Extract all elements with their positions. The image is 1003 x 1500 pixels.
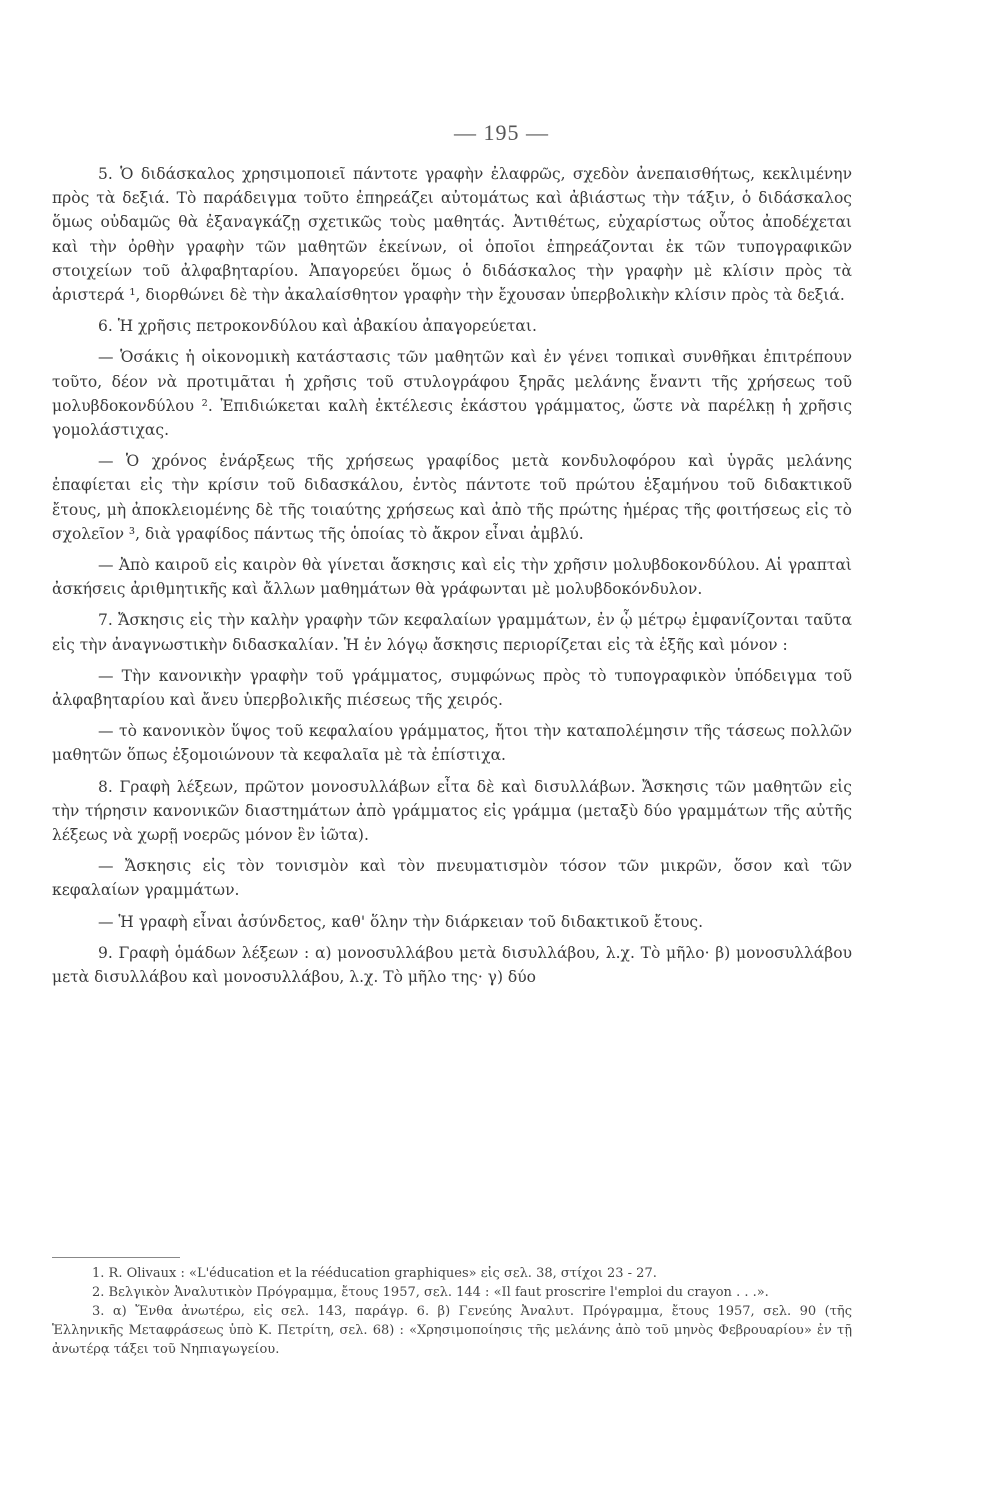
footnote-2: 2. Βελγικὸν Ἀναλυτικὸν Πρόγραμμα, ἔτους 1957, σελ. 144 : «Il faut proscrire l'emploi du crayon . . .». <box>92 1285 769 1300</box>
paragraph-8-dash-1: — Ἄσκησις εἰς τὸν τονισμὸν καὶ τὸν πνευματισμὸν τόσον τῶν μικρῶν, ὅσον καὶ τῶν κεφαλαίων γραμμάτων. <box>52 857 852 900</box>
page-number: — 195 — <box>454 120 549 145</box>
body-text <box>52 162 852 996</box>
paragraph-6-dash-2: — Ὁ χρόνος ἐνάρξεως τῆς χρήσεως γραφίδος μετὰ κονδυλοφόρου καὶ ὑγρᾶς μελάνης ἐπαφίεται εἰς τὴν κρίσιν τοῦ διδασκάλου, ἐντὸς πάντοτε τοῦ πρώτου ἑξαμήνου τοῦ διδακτικοῦ ἔτους, μὴ ἀποκλειομένης δὲ τῆς τοιαύτης χρήσεως καὶ ἀπὸ τῆς πρώτης ἡμέρας τῆς φοιτήσεως εἰς τὸ σχολεῖον ³, διὰ γραφίδος πάντως τῆς ὁποίας τὸ ἄκρον εἶναι ἀμβλύ. <box>52 452 852 543</box>
paragraph-6-dash-3: — Ἀπὸ καιροῦ εἰς καιρὸν θὰ γίνεται ἄσκησις καὶ εἰς τὴν χρῆσιν μολυβδοκονδύλου. Αἱ γραπταὶ ἀσκήσεις ἀριθμητικῆς καὶ ἄλλων μαθημάτων θὰ γράφωνται μὲ μολυβδοκόνδυλον. <box>52 556 852 599</box>
paragraph-8-dash-2: — Ἡ γραφὴ εἶναι ἀσύνδετος, καθ' ὅλην τὴν διάρκειαν τοῦ διδακτικοῦ ἔτους. <box>98 912 704 931</box>
footnotes <box>52 1264 852 1359</box>
paragraph-7: 7. Ἄσκησις εἰς τὴν καλὴν γραφὴν τῶν κεφαλαίων γραμμάτων, ἐν ᾧ μέτρῳ ἐμφανίζονται ταῦτα εἰς τὴν ἀναγνωστικὴν διδασκαλίαν. Ἡ ἐν λόγῳ ἄσκησις περιορίζεται εἰς τὰ ἑξῆς καὶ μόνον : <box>52 611 852 654</box>
paragraph-7-dash-2: — τὸ κανονικὸν ὕψος τοῦ κεφαλαίου γράμματος, ἤτοι τὴν καταπολέμησιν τῆς τάσεως πολλῶν μαθητῶν ὅπως ἐξομοιώνουν τὰ κεφαλαῖα μὲ τὰ ἐπίστιχα. <box>52 722 852 765</box>
paragraph-6-dash-1: — Ὁσάκις ἡ οἰκονομικὴ κατάστασις τῶν μαθητῶν καὶ ἐν γένει τοπικαὶ συνθῆκαι ἐπιτρέπουν τοῦτο, δέον νὰ προτιμᾶται ἡ χρῆσις τοῦ στυλογράφου ξηρᾶς μελάνης ἔναντι τῆς χρήσεως τοῦ μολυβδοκονδύλου ². Ἐπιδιώκεται καλὴ ἐκτέλεσις ἑκάστου γράμματος, ὥστε νὰ παρέλκῃ ἡ χρῆσις γομολάστιχας. <box>52 348 852 440</box>
footnote-3: 3. α) Ἔνθα ἀνωτέρω, εἰς σελ. 143, παράγρ. 6. β) Γενεύης Ἀναλυτ. Πρόγραμμα, ἔτους 1957, σελ. 90 (τῆς Ἑλληνικῆς Μεταφράσεως ὑπὸ Κ. Πετρίτη, σελ. 68) : «Χρησιμοποίησις τῆς μελάνης ἀπὸ τοῦ μηνὸς Φεβρουαρίου» ἐν τῇ ἀνωτέρᾳ τάξει τοῦ Νηπιαγωγείου. <box>52 1304 852 1357</box>
paragraph-8: 8. Γραφὴ λέξεων, πρῶτον μονοσυλλάβων εἶτα δὲ καὶ δισυλλάβων. Ἄσκησις τῶν μαθητῶν εἰς τὴν τήρησιν κανονικῶν διαστημάτων ἀπὸ γράμματος εἰς γράμμα (μεταξὺ δύο γραμμάτων τῆς αὐτῆς λέξεως νὰ χωρῇ νοερῶς μόνον ἓν ἰῶτα). <box>52 777 852 845</box>
footnote-1: 1. R. Olivaux : «L'éducation et la rééducation graphiques» εἰς σελ. 38, στίχοι 23 - 27. <box>92 1266 657 1281</box>
paragraph-5: 5. Ὁ διδάσκαλος χρησιμοποιεῖ πάντοτε γραφὴν ἐλαφρῶς, σχεδὸν ἀνεπαισθήτως, κεκλιμένην πρὸς τὰ δεξιά. Τὸ παράδειγμα τοῦτο ἐπηρεάζει αὐτομάτως καὶ ἀβιάστως τὴν τάξιν, ὁ διδάσκαλος ὅμως οὐδαμῶς θὰ ἐξαναγκάζῃ σχετικῶς τοὺς μαθητάς. Ἀντιθέτως, εὐχαρίστως οὗτος ἀποδέχεται καὶ τὴν ὀρθὴν γραφὴν τῶν μαθητῶν ἐκείνων, οἱ ὁποῖοι ἐπηρεάζονται ἐκ τῶν τυπογραφικῶν στοιχείων τοῦ ἀλφαβηταρίου. Ἀπαγορεύει ὅμως ὁ διδάσκαλος τὴν γραφὴν μὲ κλίσιν πρὸς τὰ ἀριστερά ¹, διορθώνει δὲ τὴν ἀκαλαίσθητον γραφὴν τὴν ἔχουσαν ὑπερβολικὴν κλίσιν πρὸς τὰ δεξιά. <box>52 165 852 305</box>
footnote-separator <box>52 1257 180 1258</box>
paragraph-9: 9. Γραφὴ ὁμάδων λέξεων : α) μονοσυλλάβου μετὰ δισυλλάβου, λ.χ. Τὸ μῆλο· β) μονοσυλλάβου μετὰ δισυλλάβου καὶ μονοσυλλάβου, λ.χ. Τὸ μῆλο της· γ) δύο <box>52 943 852 987</box>
paragraph-6: 6. Ἡ χρῆσις πετροκονδύλου καὶ ἀβακίου ἀπαγορεύεται. <box>98 317 537 336</box>
paragraph-7-dash-1: — Τὴν κανονικὴν γραφὴν τοῦ γράμματος, συμφώνως πρὸς τὸ τυπογραφικὸν ὑπόδειγμα τοῦ ἀλφαβηταρίου καὶ ἄνευ ὑπερβολικῆς πιέσεως τῆς χειρός. <box>52 666 852 710</box>
